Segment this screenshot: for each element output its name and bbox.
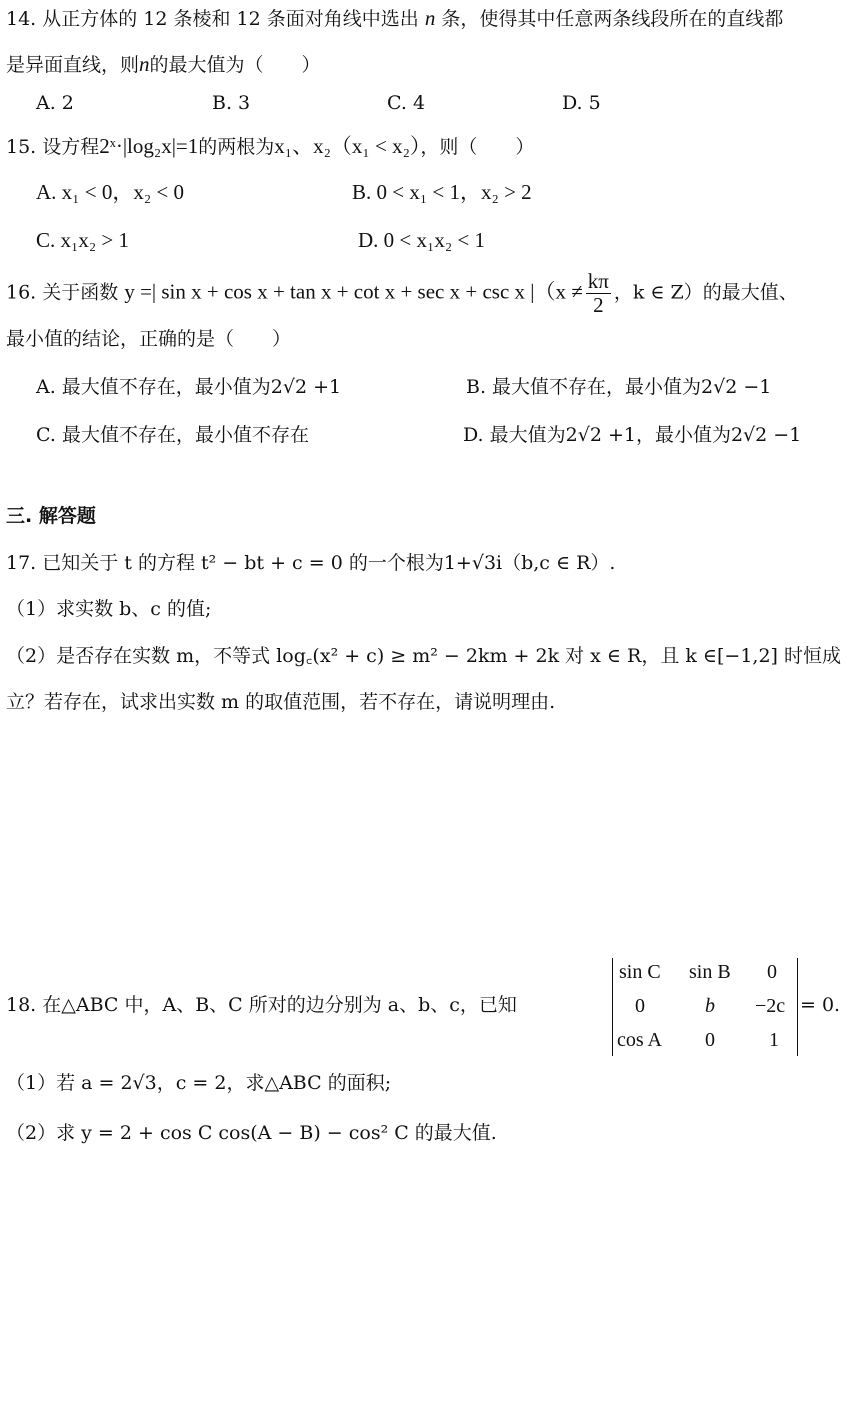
q17-part2-cont: 立？若存在，试求出实数 m 的取值范围，若不存在，请说明理由. [6,691,556,713]
q16-option-d: D. 最大值为2√2 +1，最小值为2√2 −1 [463,424,802,446]
q15-stem: 15. 设方程2ˣ·|log₂x|=1的两根为x₁、x₂（x₁ < x₂），则（ ） [6,134,535,158]
det-r1c3: 0 [767,961,777,983]
q17-part1: （1）求实数 b、c 的值; [6,598,212,620]
q18-part2: （2）求 y = 2 + cos C cos(A − B) − cos² C 的最大值. [6,1122,497,1144]
q16-stem: 16. 关于函数 y =| sin x + cos x + tan x + cot x + sec x + csc x |（x ≠ $\frac{k\pi}{2}$ ，k ∈ Z）的最大值、 [6,269,798,318]
q17-part2: （2）是否存在实数 m，不等式 log꜀(x² + c) ≥ m² − 2km + 2k 对 x ∈ R，且 k ∈[−1,2] 时恒成 [6,645,841,667]
q18-equation-tail: = 0. [800,994,841,1016]
q16-line2: 最小值的结论，正确的是（ ） [6,328,292,350]
q15-option-d: D. 0 < x₁x₂ < 1 [358,228,485,252]
q14-line1: 14. 从正方体的 12 条棱和 12 条面对角线中选出 n 条，使得其中任意两条线段所在的直线都 [6,6,784,30]
q14-option-a: A. 2 [36,92,74,114]
q15-option-c: C. x₁x₂ > 1 [36,228,129,252]
q18-part1: （1）若 a = 2√3，c = 2，求△ABC 的面积; [6,1072,392,1094]
q14-option-c: C. 4 [387,92,426,114]
det-r1c2: sin B [689,961,731,983]
q14-option-b: B. 3 [212,92,251,114]
det-r2c3: −2c [755,995,786,1017]
k-pi-over-2-fraction: $\frac{k\pi}{2}$ [587,269,609,318]
det-r2c2: b [705,995,715,1017]
det-r2c1: 0 [635,995,645,1017]
q18-stem: 18. 在△ABC 中，A、B、C 所对的边分别为 a、b、c，已知 [6,994,517,1016]
q15-option-a: A. x₁ < 0，x₂ < 0 [36,180,184,204]
q15-option-b: B. 0 < x₁ < 1，x₂ > 2 [352,180,532,204]
section-heading: 三. 解答题 [6,505,96,527]
q17-stem: 17. 已知关于 t 的方程 t² − bt + c = 0 的一个根为1+√3i（b,c ∈ R）. [6,552,616,574]
q14-option-d: D. 5 [562,92,601,114]
q14-line2: 是异面直线，则n的最大值为（ ） [6,52,321,76]
determinant [612,958,798,1056]
q16-option-b: B. 最大值不存在，最小值为2√2 −1 [466,376,772,398]
det-r3c1: cos A [617,1029,662,1051]
det-r1c1: sin C [619,961,661,983]
q16-option-c: C. 最大值不存在，最小值不存在 [36,424,309,446]
det-r3c3: 1 [769,1029,779,1051]
q16-option-a: A. 最大值不存在，最小值为2√2 +1 [36,376,342,398]
det-r3c2: 0 [705,1029,715,1051]
